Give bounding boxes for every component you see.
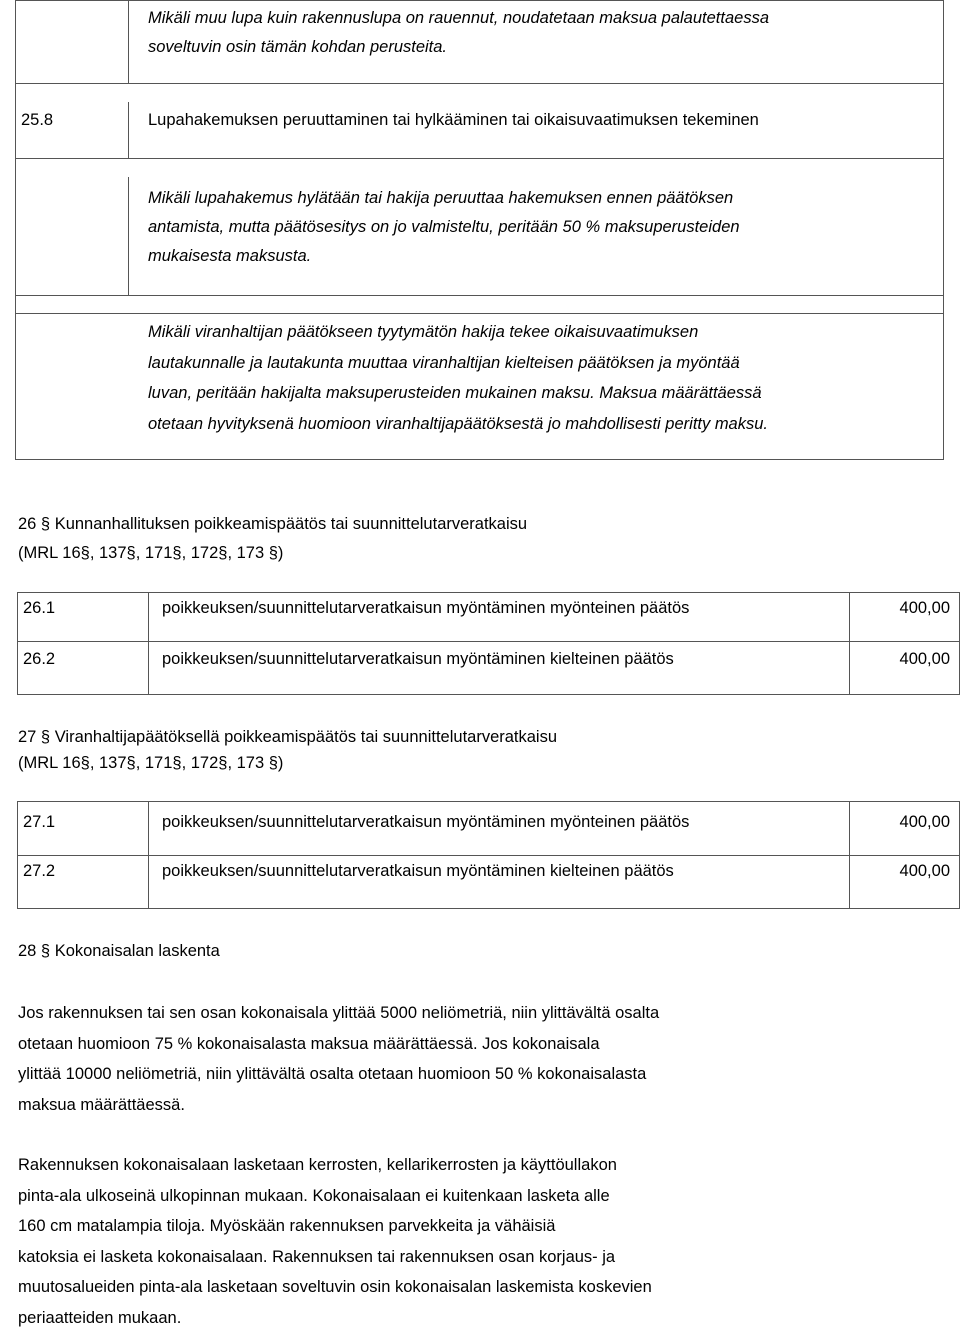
row-number: 27.1 xyxy=(23,813,55,832)
row-number: 26.1 xyxy=(23,599,55,618)
section-subtitle: (MRL 16§, 137§, 171§, 172§, 173 §) xyxy=(18,750,557,776)
text-line: ylittää 10000 neliömetriä, niin ylittävältä osalta otetaan huomioon 50 % kokonaisalasta xyxy=(18,1059,948,1090)
section-title: 26 § Kunnanhallituksen poikkeamispäätös tai suunnittelutarveratkaisu xyxy=(18,510,527,539)
row-price: 400,00 xyxy=(840,862,950,881)
row-description: poikkeuksen/suunnittelutarveratkaisun myöntäminen myönteinen päätös xyxy=(162,599,689,618)
section-heading xyxy=(18,510,527,568)
row-number: 26.2 xyxy=(23,650,55,669)
text-line: pinta-ala ulkoseinä ulkopinnan mukaan. Kokonaisalaan ei kuitenkaan lasketa alle xyxy=(18,1181,948,1212)
paragraph-area-calculation xyxy=(18,1150,948,1333)
row-divider xyxy=(15,158,944,159)
row-divider xyxy=(15,313,944,314)
text-line: mukaisesta maksusta. xyxy=(148,242,938,271)
row-description: poikkeuksen/suunnittelutarveratkaisun myöntäminen kielteinen päätös xyxy=(162,650,674,669)
column-divider xyxy=(128,102,129,158)
row-divider xyxy=(15,295,944,296)
text-line: otetaan hyvityksenä huomioon viranhaltijapäätöksestä jo mahdollisesti peritty maksu. xyxy=(148,409,938,440)
column-divider xyxy=(148,592,149,695)
row-price: 400,00 xyxy=(840,650,950,669)
text-line: Mikäli lupahakemus hylätään tai hakija peruuttaa hakemuksen ennen päätöksen xyxy=(148,184,938,213)
column-divider xyxy=(128,177,129,295)
paragraph-area-limits xyxy=(18,998,948,1120)
section-subtitle: (MRL 16§, 137§, 171§, 172§, 173 §) xyxy=(18,539,527,568)
row-price: 400,00 xyxy=(840,813,950,832)
section-title: Lupahakemuksen peruuttaminen tai hylkääminen tai oikaisuvaatimuksen tekeminen xyxy=(148,111,759,130)
text-line: 160 cm matalampia tiloja. Myöskään rakennuksen parvekkeita ja vähäisiä xyxy=(18,1211,948,1242)
text-line: Mikäli viranhaltijan päätökseen tyytymätön hakija tekee oikaisuvaatimuksen xyxy=(148,317,938,348)
section-heading xyxy=(18,724,557,776)
intro-paragraph xyxy=(148,4,938,62)
section-title: 27 § Viranhaltijapäätöksellä poikkeamispäätös tai suunnittelutarveratkaisu xyxy=(18,724,557,750)
section-number: 25.8 xyxy=(21,111,53,130)
section-title: 28 § Kokonaisalan laskenta xyxy=(18,942,220,961)
text-line: periaatteiden mukaan. xyxy=(18,1303,948,1333)
text-line: katoksia ei lasketa kokonaisalaan. Rakennuksen tai rakennuksen osan korjaus- ja xyxy=(18,1242,948,1273)
text-line: Jos rakennuksen tai sen osan kokonaisala ylittää 5000 neliömetriä, niin ylittävältä osalta xyxy=(18,998,948,1029)
text-line: luvan, peritään hakijalta maksuperusteiden mukainen maksu. Maksua määrättäessä xyxy=(148,378,938,409)
row-divider xyxy=(17,641,960,642)
row-description: poikkeuksen/suunnittelutarveratkaisun myöntäminen myönteinen päätös xyxy=(162,813,689,832)
paragraph-rejection xyxy=(148,184,938,271)
row-number: 27.2 xyxy=(23,862,55,881)
row-price: 400,00 xyxy=(840,599,950,618)
row-divider xyxy=(17,855,960,856)
text-line: Rakennuksen kokonaisalaan lasketaan kerrosten, kellarikerrosten ja käyttöullakon xyxy=(18,1150,948,1181)
text-line: Mikäli muu lupa kuin rakennuslupa on rauennut, noudatetaan maksua palautettaessa xyxy=(148,4,938,33)
text-line: antamista, mutta päätösesitys on jo valmisteltu, peritään 50 % maksuperusteiden xyxy=(148,213,938,242)
paragraph-appeal xyxy=(148,317,938,439)
text-line: soveltuvin osin tämän kohdan perusteita. xyxy=(148,33,938,62)
text-line: otetaan huomioon 75 % kokonaisalasta maksua määrättäessä. Jos kokonaisala xyxy=(18,1029,948,1060)
text-line: muutosalueiden pinta-ala lasketaan soveltuvin osin kokonaisalan laskemista koskevien xyxy=(18,1272,948,1303)
row-divider xyxy=(15,83,944,84)
text-line: maksua määrättäessä. xyxy=(18,1090,948,1121)
row-description: poikkeuksen/suunnittelutarveratkaisun myöntäminen kielteinen päätös xyxy=(162,862,674,881)
column-divider xyxy=(128,0,129,83)
text-line: lautakunnalle ja lautakunta muuttaa viranhaltijan kielteisen päätöksen ja myöntää xyxy=(148,348,938,379)
